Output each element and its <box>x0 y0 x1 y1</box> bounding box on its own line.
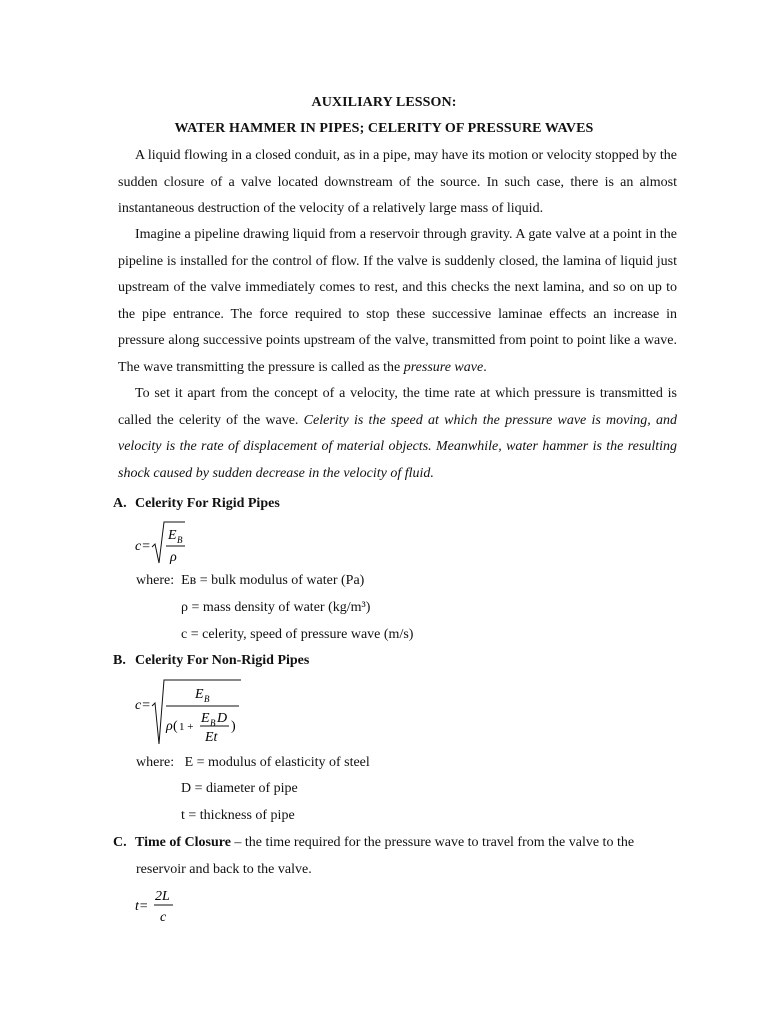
eq-a-lhs: c= <box>135 539 151 554</box>
section-b-def-modulus: E = modulus of elasticity of steel <box>184 755 370 770</box>
section-c-desc-1: – the time required for the pressure wave to travel from the valve to the <box>230 835 635 850</box>
eq-b-inner-num-sub: B <box>210 718 216 728</box>
pressure-wave-term: pressure wave <box>403 359 484 375</box>
section-a-title: Celerity For Rigid Pipes <box>135 496 280 511</box>
equation-rigid-svg <box>135 520 205 566</box>
equation-rigid-celerity <box>135 520 205 566</box>
section-a-def-bulk: Eʙ = bulk modulus of water (Pa) <box>181 573 365 588</box>
section-c-desc-2: reservoir and back to the valve. <box>136 862 312 877</box>
eq-b-inner-num: E <box>201 711 210 726</box>
section-b-def-1 <box>136 755 370 771</box>
eq-a-num: E <box>168 528 177 543</box>
eq-b-one-plus: 1 + <box>179 721 194 733</box>
paragraph-intro <box>118 143 677 223</box>
equation-time-of-closure <box>135 885 195 927</box>
paragraph-celerity-definition: Celerity is the speed at which the pressure wave is moving, and velocity is the rate of displacement of material objects. Meanwhile, water hammer is the resulting shock caused by sudden decrease in the velocity of fluid. <box>118 412 677 481</box>
eq-b-inner-num-d: D <box>217 711 228 726</box>
paragraph-pipeline-end: . <box>483 359 487 375</box>
eq-b-inner-den: Et <box>205 730 218 745</box>
section-c-line-1 <box>113 835 634 851</box>
paragraph-celerity <box>118 381 677 487</box>
section-a-where: where: <box>136 573 175 588</box>
section-b-heading <box>113 653 309 669</box>
section-a-heading <box>113 496 280 512</box>
eq-b-lhs: c= <box>135 698 151 713</box>
section-a-def-celerity: c = celerity, speed of pressure wave (m/s) <box>181 627 414 642</box>
eq-b-num: E <box>195 687 204 702</box>
equation-nonrigid-svg <box>135 678 255 748</box>
equation-nonrigid-celerity <box>135 678 255 748</box>
section-a-letter: A. <box>113 496 127 511</box>
lesson-subtitle: WATER HAMMER IN PIPES; CELERITY OF PRESSURE WAVES <box>174 121 594 136</box>
eq-c-num: 2L <box>155 889 170 904</box>
paragraph-intro-text: A liquid flowing in a closed conduit, as in a pipe, may have its motion or velocity stopped by the sudden closure of a valve located downstream of the source. In such case, there is an almost instantaneous destruction of the velocity of a relatively large mass of liquid. <box>118 148 677 216</box>
section-b-def-thickness: t = thickness of pipe <box>181 808 295 823</box>
paragraph-pipeline <box>118 222 677 381</box>
lesson-title: AUXILIARY LESSON: <box>311 95 457 110</box>
section-b-letter: B. <box>113 653 126 668</box>
section-c-title: Time of Closure <box>135 835 231 850</box>
eq-c-lhs: t= <box>135 899 149 914</box>
paragraph-pipeline-text: Imagine a pipeline drawing liquid from a reservoir through gravity. A gate valve at a point in the pipeline is installed for the control of flow. If the valve is suddenly closed, the lamina of liquid just upstream of the valve immediately comes to rest, and this checks the next lamina, and so on up to the pipe entrance. The force required to stop these successive laminae effects an increase in pressure along successive points upstream of the valve, transmitted from point to point like a wave. The wave transmitting the pressure is called as the <box>118 227 677 375</box>
eq-a-num-sub: B <box>177 535 183 545</box>
eq-a-den: ρ <box>170 550 177 565</box>
equation-closure-svg <box>135 885 195 927</box>
eq-c-den: c <box>160 910 167 925</box>
section-b-title: Celerity For Non-Rigid Pipes <box>135 653 310 668</box>
section-b-def-diameter: D = diameter of pipe <box>181 781 298 796</box>
eq-b-paren-close: ) <box>231 719 236 734</box>
section-b-where: where: <box>136 755 175 770</box>
section-a-def-1 <box>136 573 364 589</box>
eq-b-paren-open: ( <box>173 719 178 734</box>
eq-b-rho: ρ <box>166 719 173 734</box>
section-c-letter: C. <box>113 835 127 850</box>
section-a-def-density: ρ = mass density of water (kg/m³) <box>181 600 371 615</box>
eq-b-num-sub: B <box>204 694 210 704</box>
paragraph-celerity-text: To set it apart from the concept of a velocity, the time rate at which pressure is transmitted is called the celerity of the wave. <box>118 386 677 428</box>
